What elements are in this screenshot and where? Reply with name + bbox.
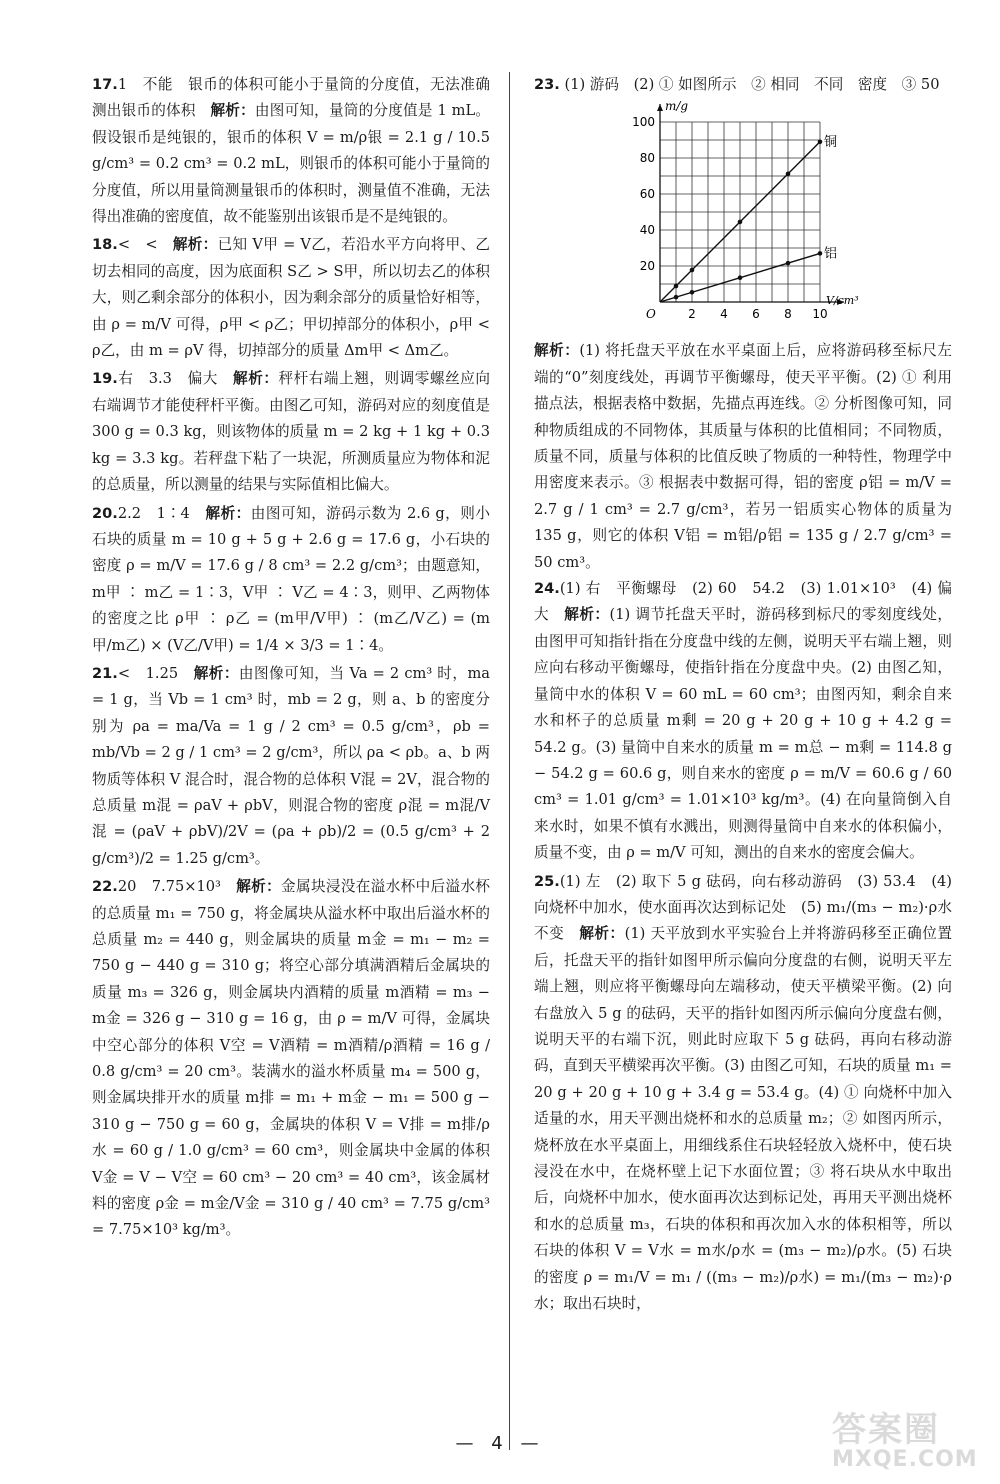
item-number: 25.: [534, 872, 560, 890]
y-tick-label: 100: [632, 115, 655, 130]
item-answer: (1) 右 平衡螺母 (2) 60 54.2 (3) 1.01×10³ (4) 偏大: [534, 580, 952, 624]
analysis-label: 解析：: [205, 504, 251, 522]
answer-item: [92, 874, 490, 1244]
data-point: [690, 268, 695, 273]
answer-item: [92, 366, 490, 498]
page-number: — 4 —: [455, 1433, 545, 1454]
answer-item: [534, 869, 967, 1318]
item-number: 22.: [92, 878, 118, 896]
item-answer: 2.2 1∶4: [117, 504, 206, 522]
item-number: 18.: [92, 236, 118, 254]
watermark-logo: [832, 1412, 982, 1476]
data-point: [674, 284, 679, 289]
y-tick-label: 20: [639, 259, 655, 274]
analysis-label: 解析：: [193, 664, 239, 682]
origin-label: O: [646, 307, 656, 322]
item-number: 19.: [92, 370, 118, 388]
y-axis-label: m/g: [665, 99, 689, 114]
item-number: 21.: [92, 664, 118, 682]
y-tick-label: 60: [639, 187, 655, 202]
data-point: [674, 295, 679, 300]
data-point: [786, 172, 791, 177]
item-number: 24.: [534, 580, 560, 598]
analysis-text: 已知 V甲 = V乙，若沿水平方向将甲、乙切去相同的高度，因为底面积 S乙 > S甲，所以切去乙的体积大，则乙剩余部分的体积小，因为剩余部分的质量恰好相等，由 ρ = m/V 可得，ρ甲 < ρ乙；甲切掉部分的体积小，ρ甲 < ρ乙，由 m = ρV 得，切掉部分的质量 Δm甲 < Δm乙。: [92, 236, 490, 360]
item-number: 20.: [92, 504, 118, 522]
analysis-label: 解析：: [579, 925, 625, 943]
left-column: [92, 72, 490, 1244]
x-tick-label: 6: [752, 307, 760, 322]
data-point: [738, 276, 743, 281]
x-tick-label: 2: [688, 307, 696, 322]
mass-volume-chart: [622, 99, 859, 334]
answer-item-23: [534, 72, 952, 576]
analysis-text: 由图像可知，当 Va = 2 cm³ 时，ma = 1 g，当 Vb = 1 cm³ 时，mb = 2 g，则 a、b 的密度分别为 ρa = ma/Va = 1 g / 2 cm³ = 0.5 g/cm³，ρb = mb/Vb = 2 g / 1 cm³ = 2 g/cm³，所以 ρa < ρb。a、b 两物质等体积 V 混合时，混合物的总体积 V混 = 2V，混合物的总质量 m混 = ρaV + ρbV，则混合物的密度 ρ混 = m混/V混 = (ρaV + ρbV)/2V = (ρa + ρb)/2 = (0.5 g/cm³ + 2 g/cm³)/2 = 1.25 g/cm³。: [92, 664, 490, 867]
item-answer: 右 3.3 偏大: [117, 370, 234, 388]
analysis-label: 解析：: [172, 236, 218, 254]
y-tick-label: 40: [639, 223, 655, 238]
x-axis-label: V/cm³: [826, 294, 859, 308]
item-answer: 1 不能 银币的体积可能小于量筒的分度值，无法准确测出银币的体积: [92, 76, 490, 120]
answer-item: [92, 232, 490, 364]
data-point: [786, 261, 791, 266]
analysis-text: (1) 天平放到水平实验台上并将游码移至正确位置后，托盘天平的指针如图甲所示偏向分度盘的右侧，说明天平左端上翘，则应将平衡螺母向左端移动，使天平横梁平衡。(2) 向右盘放入 5 g 的砝码，天平的指针如图丙所示偏向分度盘右侧，说明天平的右端下沉，则此时应取下 5 g 砝码，再向右移动游码，直到天平横梁再次平衡。(3) 由图乙可知，石块的质量 m₁ = 20 g + 20 g + 10 g + 3.4 g = 53.4 g。(4) ① 向烧杯中加入适量的水，用天平测出烧杯和水的总质量 m₂；② 如图丙所示，烧杯放在水平桌面上，用细线系住石块轻轻放入烧杯中，使石块浸没在水中，在烧杯壁上记下水面位置；③ 将石块从水中取出后，向烧杯中加水，使水面再次达到标记处，再用天平测出烧杯和水的总质量 m₃，石块的体积和再次加入水的体积相等，所以石块的体积 V = V水 = m水/ρ水 = (m₃ − m₂)/ρ水。(5) 石块的密度 ρ = m₁/V = m₁ / ((m₃ − m₂)/ρ水) = m₁/(m₃ − m₂)·ρ水；取出石块时，: [534, 925, 952, 1313]
answer-item: [92, 661, 490, 872]
analysis-text: 秤杆右端上翘，则调零螺丝应向右端调节才能使秤杆平衡。由图乙可知，游码对应的刻度值是 300 g = 0.3 kg，则该物体的质量 m = 2 kg + 1 kg + 0.3 kg = 3.3 kg。若秤盘下粘了一块泥，所测质量应为物体和泥的总质量，所以测量的结果与实际值相比偏大。: [92, 370, 490, 494]
item-answer: < 1.25: [117, 664, 194, 682]
analysis-text: (1) 将托盘天平放在水平桌面上后，应将游码移至标尺左端的“0”刻度线处，再调节平衡螺母，使天平平衡。(2) ① 利用描点法，根据表格中数据，先描点再连线。② 分析图像可知，同种物质组成的不同物体，其质量与体积的比值相同；不同物质，质量不同，质量与体积的比值反映了物质的一种特性，物理学中用密度来表示。③ 根据表中数据可得，铝的密度 ρ铝 = m/V = 2.7 g / 1 cm³ = 2.7 g/cm³，若另一铝质实心物体的质量为 135 g，则它的体积 V铝 = m铝/ρ铝 = 135 g / 2.7 g/cm³ = 50 cm³。: [534, 342, 952, 571]
answer-item: [92, 501, 490, 659]
series-label: 铜: [824, 135, 838, 151]
analysis-text: (1) 调节托盘天平时，游码移到标尺的零刻度线处，由图甲可知指针指在分度盘中线的左侧，说明天平右端上翘，则应向右移动平衡螺母，使指针指在分度盘中央。(2) 由图乙知，量筒中水的体积 V = 60 mL = 60 cm³；由图丙知，剩余自来水和杯子的总质量 m剩 = 20 g + 20 g + 10 g + 4.2 g = 54.2 g。(3) 量筒中自来水的质量 m = m总 − m剩 = 114.8 g − 54.2 g = 60.6 g，则自来水的密度 ρ = m/V = 60.6 g / 60 cm³ = 1.01 g/cm³ = 1.01×10³ kg/m³。(4) 在向量筒倒入自来水时，如果不慎有水溅出，则测得量筒中自来水的体积偏小，质量不变，由 ρ = m/V 可知，测出的自来水的密度会偏大。: [534, 606, 952, 862]
data-point: [818, 252, 823, 257]
x-tick-label: 8: [784, 307, 792, 322]
answer-item: [534, 576, 952, 866]
analysis-label: 解析：: [233, 370, 279, 388]
watermark-url: MXQE.COM: [832, 1447, 978, 1472]
item-answer: 20 7.75×10³: [117, 878, 237, 896]
data-point: [690, 290, 695, 295]
data-point: [738, 220, 743, 225]
item-number: 23.: [534, 76, 560, 93]
item-answer: (1) 左 (2) 取下 5 g 砝码，向右移动游码 (3) 53.4 (4) 向烧杯中加水，使水面再次达到标记处 (5) m₁/(m₃ − m₂)·ρ水 不变: [534, 872, 967, 943]
x-tick-label: 10: [812, 307, 828, 322]
item-number: 17.: [92, 76, 118, 93]
item-answer: < <: [117, 236, 173, 254]
analysis-text: 金属块浸没在溢水杯中后溢水杯的总质量 m₁ = 750 g，将金属块从溢水杯中取出后溢水杯的总质量 m₂ = 440 g，则金属块的质量 m金 = m₁ − m₂ = 750 g − 440 g = 310 g；将空心部分填满酒精后金属块的质量 m₃ = 326 g，则金属块内酒精的质量 m酒精 = m₃ − m金 = 326 g − 310 g = 16 g，由 ρ = m/V 可得，金属块中空心部分的体积 V空 = V酒精 = m酒精/ρ酒精 = 16 g / 0.8 g/cm³ = 20 cm³。装满水的溢水杯质量 m₄ = 500 g，则金属块排开水的质量 m排 = m₁ + m金 − m₁ = 500 g − 310 g − 750 g = 60 g，金属块的体积 V = V排 = m排/ρ水 = 60 g / 1.0 g/cm³ = 60 cm³，则金属块中金属的体积 V金 = V − V空 = 60 cm³ − 20 cm³ = 40 cm³，该金属材料的密度 ρ金 = m金/V金 = 310 g / 40 cm³ = 7.75 g/cm³ = 7.75×10³ kg/m³。: [92, 878, 490, 1239]
series-label: 铝: [824, 246, 838, 262]
y-axis-arrow: [657, 104, 663, 111]
x-tick-label: 4: [720, 307, 728, 322]
analysis-label: 解析：: [210, 102, 255, 120]
analysis-label: 解析：: [534, 342, 580, 360]
item-answer: (1) 游码 (2) ① 如图所示 ② 相同 不同 密度 ③ 50: [564, 76, 940, 93]
watermark-text: 答案圈: [832, 1410, 940, 1450]
analysis-text: 由图可知，游码示数为 2.6 g，则小石块的质量 m = 10 g + 5 g + 2.6 g = 17.6 g，小石块的密度 ρ = m/V = 17.6 g / 8 cm³ = 2.2 g/cm³；由题意知，m甲 ∶ m乙 = 1∶3，V甲 ∶ V乙 = 4∶3，则甲、乙两物体的密度之比 ρ甲 ∶ ρ乙 = (m甲/V甲) ∶ (m乙/V乙) = (m甲/m乙) × (V乙/V甲) = 1/4 × 3/3 = 1∶4。: [92, 504, 490, 654]
analysis-label: 解析：: [236, 878, 282, 896]
analysis-text: 由图可知，量筒的分度值是 1 mL。假设银币是纯银的，银币的体积 V = m/ρ银 = 2.1 g / 10.5 g/cm³ = 0.2 cm³ = 0.2 mL，则银币的体积可能小于量筒的分度值，所以用量筒测量银币的体积时，测量值不准确，无法得出准确的密度值，故不能鉴别出该银币是不是纯银的。: [92, 102, 490, 226]
right-column: [534, 72, 967, 1317]
analysis-label: 解析：: [564, 606, 610, 624]
data-point: [818, 140, 823, 145]
column-divider: [509, 72, 510, 1450]
answer-item: [92, 72, 490, 230]
y-tick-label: 80: [639, 151, 655, 166]
